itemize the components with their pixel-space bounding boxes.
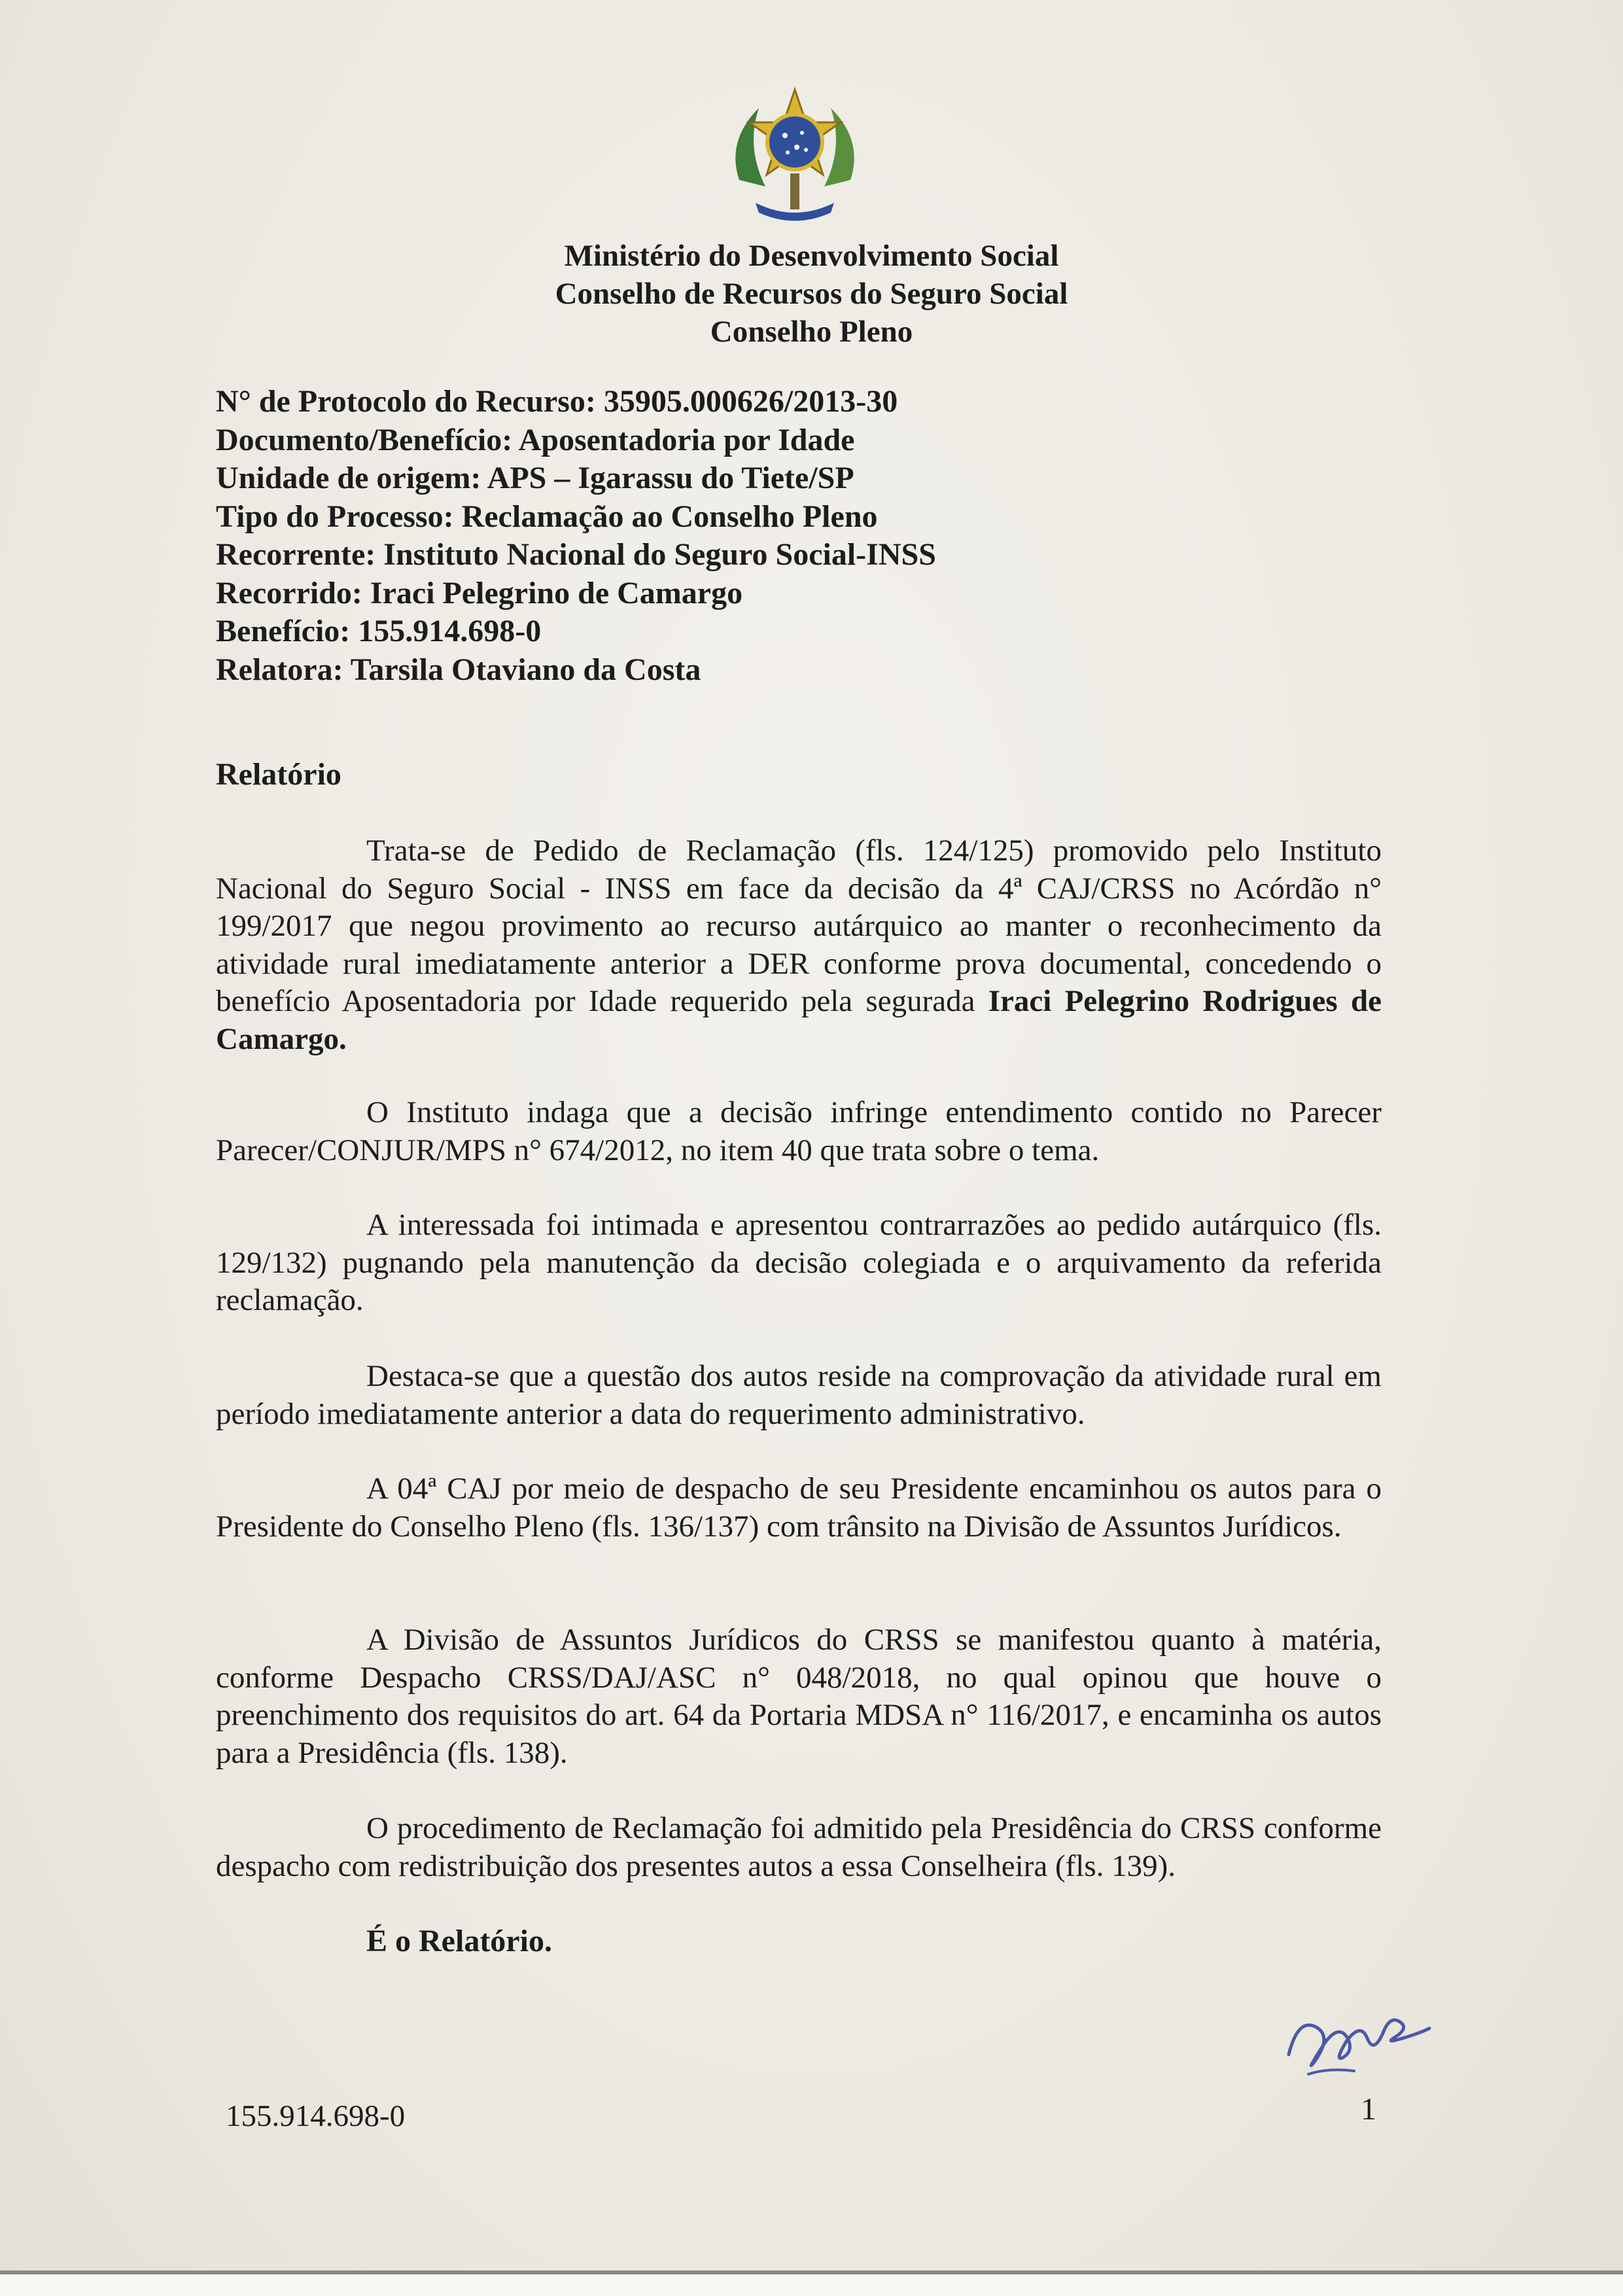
signature-icon xyxy=(1269,1976,1433,2094)
paragraph-1 xyxy=(216,832,1382,1058)
paragraph-4: Destaca-se que a questão dos autos reside na comprovação da atividade rural em período imediatamente anterior a data do requerimento administrativo. xyxy=(216,1359,1382,1431)
appellant: Recorrente: Instituto Nacional do Seguro Social-INSS xyxy=(216,537,936,572)
paragraph-3: A interessada foi intimada e apresentou contrarrazões ao pedido autárquico (fls. 129/132) pugnando pela manutenção da decisão colegiada e o arquivamento da referida reclamação. xyxy=(216,1208,1382,1317)
section-title: Relatório xyxy=(216,757,341,792)
insured-name: Iraci Pelegrino Rodrigues de Camargo. xyxy=(216,984,1382,1056)
rapporteur: Relatora: Tarsila Otaviano da Costa xyxy=(216,652,701,687)
process-type: Tipo do Processo: Reclamação ao Conselho Pleno xyxy=(216,499,878,534)
council-name: Conselho de Recursos do Seguro Social xyxy=(555,277,1068,311)
paragraph-1-text: Trata-se de Pedido de Reclamação (fls. 124/125) promovido pelo Instituto Nacional do Seguro Social - INSS em face da decisão da 4ª CAJ/CRSS no Acórdão n° 199/2017 que negou provimento ao recurso autárquico ao manter o reconhecimento da atividade rural imediatamente anterior a DER conforme prova documental, concedendo o benefício Aposentadoria por Idade requerido pela segurada xyxy=(216,834,1382,1018)
paragraph-5: A 04ª CAJ por meio de despacho de seu Presidente encaminhou os autos para o Presidente do Conselho Pleno (fls. 136/137) com trânsito na Divisão de Assuntos Jurídicos. xyxy=(216,1472,1382,1544)
document-benefit: Documento/Benefício: Aposentadoria por Idade xyxy=(216,422,855,457)
footer-benefit-number: 155.914.698-0 xyxy=(226,2099,406,2133)
paragraph-2: O Instituto indaga que a decisão infringe entendimento contido no Parecer Parecer/CONJUR/MPS n° 674/2012, no item 40 que trata sobre o tema. xyxy=(216,1095,1382,1167)
closing-statement: É o Relatório. xyxy=(366,1924,552,1958)
case-metadata xyxy=(216,383,1426,689)
bottom-strip xyxy=(0,2274,1623,2296)
brazil-coat-of-arms-icon xyxy=(720,82,870,232)
page-number: 1 xyxy=(1361,2092,1376,2127)
paragraph-6: A Divisão de Assuntos Jurídicos do CRSS se manifestou quanto à matéria, conforme Despacho CRSS/DAJ/ASC n° 048/2018, no qual opinou que houve o preenchimento dos requisitos do art. 64 da Portaria MDSA n° 116/2017, e encaminha os autos para a Presidência (fls. 138). xyxy=(216,1623,1382,1770)
origin-unit: Unidade de origem: APS – Igarassu do Tiete/SP xyxy=(216,461,854,495)
protocol-number: N° de Protocolo do Recurso: 35905.000626/2013-30 xyxy=(216,384,898,419)
header xyxy=(0,237,1623,351)
council-pleno: Conselho Pleno xyxy=(710,315,913,349)
paragraph-7: O procedimento de Reclamação foi admitido pela Presidência do CRSS conforme despacho com redistribuição dos presentes autos a essa Conselheira (fls. 139). xyxy=(216,1811,1382,1883)
ministry-name: Ministério do Desenvolvimento Social xyxy=(564,239,1059,273)
appellee: Recorrido: Iraci Pelegrino de Camargo xyxy=(216,575,743,610)
benefit-number: Benefício: 155.914.698-0 xyxy=(216,614,542,648)
